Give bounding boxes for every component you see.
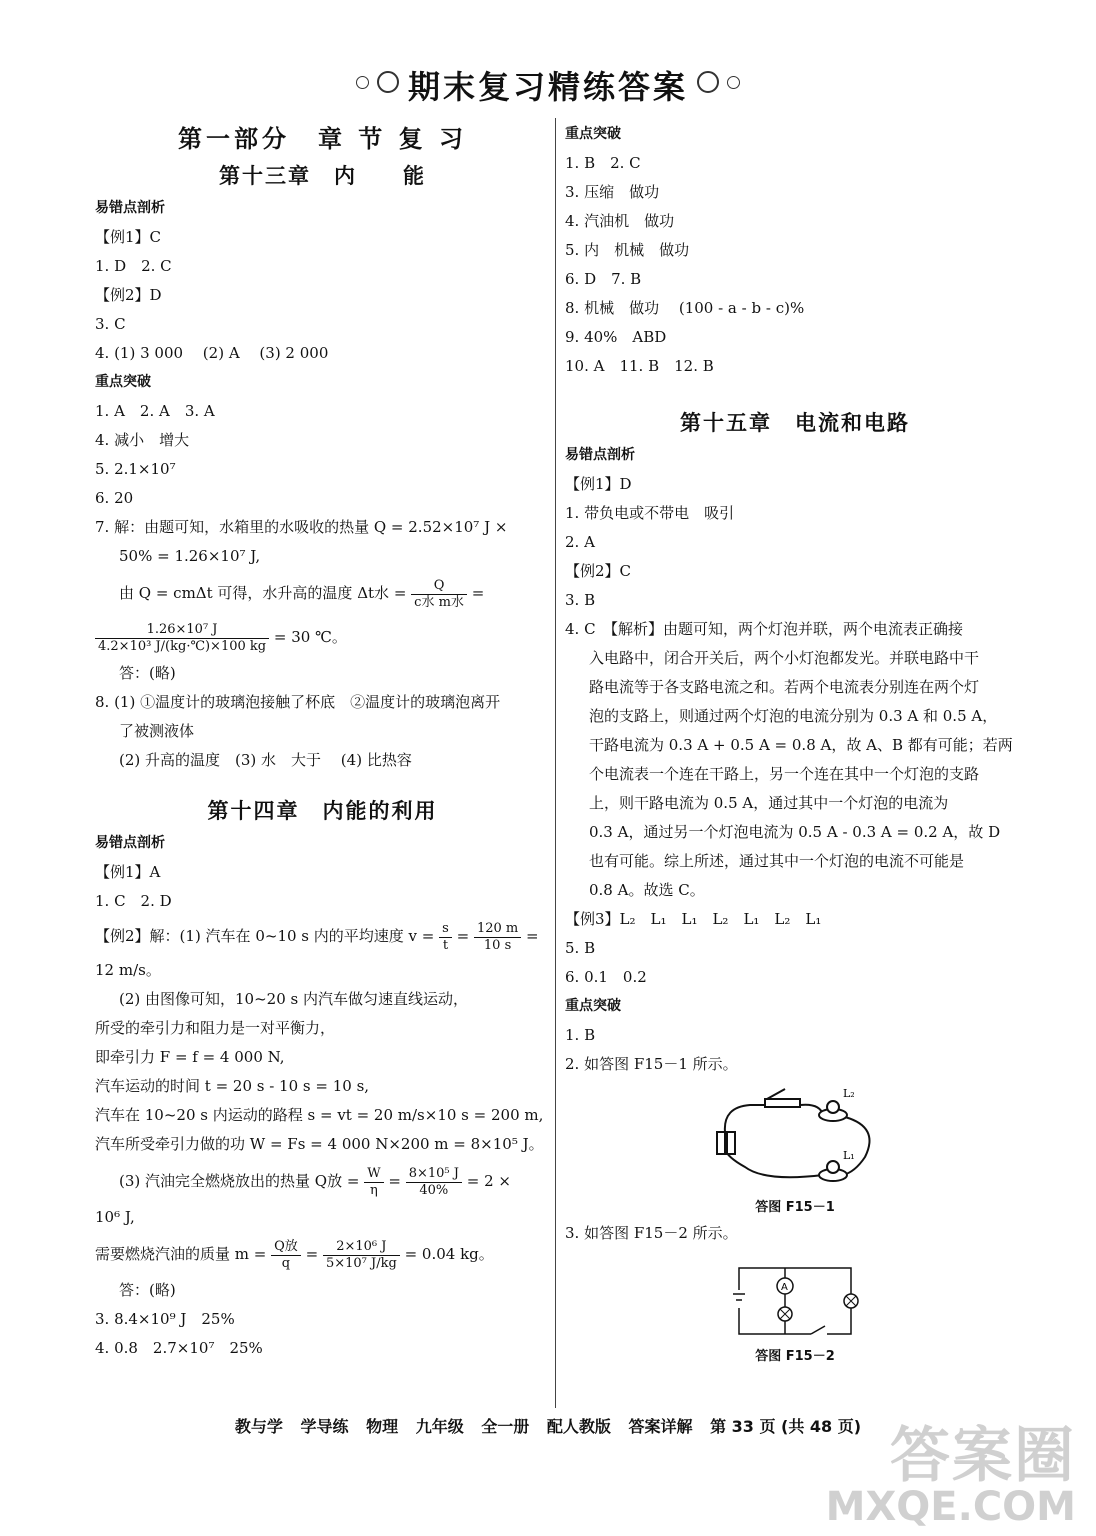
answer-line: 7. 解：由题可知，水箱里的水吸收的热量 Q = 2.52×10⁷ J ×	[95, 518, 508, 536]
answer-line: 4. 0.8 2.7×10⁷ 25%	[95, 1339, 263, 1357]
footer-item: 物理	[366, 1417, 399, 1436]
formula-line	[95, 615, 550, 659]
battery-icon	[717, 1132, 725, 1154]
left-column	[95, 120, 550, 1363]
section-heading: 重点突破	[95, 374, 151, 390]
answer-line: 0.3 A，通过另一个灯泡电流为 0.5 A - 0.3 A = 0.2 A，故 D	[589, 823, 1001, 841]
answer-line: 8. (1) ①温度计的玻璃泡接触了杯底 ②温度计的玻璃泡离开	[95, 693, 501, 711]
page-title: 期末复习精练答案	[407, 68, 688, 106]
fraction	[95, 622, 269, 655]
answer-line: 2. A	[565, 533, 595, 551]
fraction	[439, 921, 452, 954]
answer-line: 1. D 2. C	[95, 257, 172, 275]
page-header	[0, 62, 1096, 108]
battery-icon	[727, 1132, 735, 1154]
chapter-14-title: 第十四章 内能的利用	[207, 798, 438, 823]
answer-line: 50% = 1.26×10⁷ J,	[119, 547, 261, 565]
section-heading: 重点突破	[565, 126, 621, 142]
answer-line: (2) 由图像可知，10~20 s 内汽车做匀速直线运动，	[119, 990, 468, 1008]
denominator: η	[369, 1182, 378, 1198]
footer-item: 学导练	[300, 1417, 349, 1436]
answer-line: 汽车运动的时间 t = 20 s - 10 s = 10 s,	[95, 1077, 370, 1095]
answer-line: 5. 内 机械 做功	[565, 241, 690, 259]
numerator: 8×10⁵ J	[406, 1166, 462, 1183]
denominator: c水 m水	[414, 594, 464, 610]
answer-line: 汽车在 10~20 s 内运动的路程 s = vt = 20 m/s×10 s = 200 m,	[95, 1106, 544, 1124]
answer-line: 4. (1) 3 000 (2) A (3) 2 000	[95, 344, 329, 362]
ammeter-label: A	[781, 1282, 788, 1293]
denominator: t	[442, 937, 449, 953]
section-heading: 易错点剖析	[95, 835, 165, 851]
answer-line: 1. A 2. A 3. A	[95, 402, 215, 420]
answer-line: 4. 减小 增大	[95, 431, 190, 449]
formula-text: =	[305, 1245, 319, 1263]
answer-line: 5. B	[565, 939, 596, 957]
fraction	[474, 921, 521, 954]
answer-line: 9. 40% ABD	[565, 328, 667, 346]
answer-line: 【例1】D	[565, 475, 632, 493]
watermark-text: 答案圈	[890, 1421, 1076, 1491]
answer-line: 8. 机械 做功 (100 - a - b - c)%	[565, 299, 805, 317]
numerator: W	[364, 1166, 383, 1183]
numerator: s	[439, 921, 452, 938]
formula-line	[95, 1159, 550, 1203]
formula-text: (3) 汽油完全燃烧放出的热量 Q放 =	[119, 1172, 360, 1190]
answer-line: 3. 压缩 做功	[565, 183, 660, 201]
numerator: Q放	[271, 1239, 301, 1256]
answer-line: 【例2】C	[565, 562, 632, 580]
answer-line: 3. 如答图 F15－2 所示。	[565, 1224, 738, 1242]
formula-text: =	[471, 584, 485, 602]
part-title: 第一部分 章 节 复 习	[177, 124, 468, 153]
answer-line: 3. B	[565, 591, 596, 609]
answer-line: 个电流表一个连在干路上，另一个连在其中一个灯泡的支路	[589, 765, 980, 783]
denominator: q	[281, 1255, 291, 1271]
answer-line: 4. 汽油机 做功	[565, 212, 675, 230]
answer-line: 6. D 7. B	[565, 270, 642, 288]
formula-text: =	[456, 927, 470, 945]
numerator: 120 m	[474, 921, 521, 938]
answer-line: 10⁶ J,	[95, 1208, 135, 1226]
chapter-13-title: 第十三章 内 能	[219, 163, 426, 188]
formula-line	[95, 916, 550, 956]
answer-line: 5. 2.1×10⁷	[95, 460, 176, 478]
switch-icon	[765, 1099, 800, 1107]
answer-line: 汽车所受牵引力做的功 W = Fs = 4 000 N×200 m = 8×10⁵ J。	[95, 1135, 544, 1153]
fraction	[323, 1239, 400, 1272]
chapter-15-title: 第十五章 电流和电路	[680, 410, 910, 435]
ornament-icon	[727, 76, 740, 89]
circuit-figure-f15-2	[725, 1256, 865, 1346]
watermark-url: MXQE.COM	[825, 1484, 1076, 1530]
ornament-icon	[356, 76, 369, 89]
denominator: 5×10⁷ J/kg	[325, 1255, 397, 1271]
answer-line: 路电流等于各支路电流之和。若两个电流表分别连在两个灯	[589, 678, 980, 696]
section-heading: 易错点剖析	[565, 447, 635, 463]
formula-text: = 0.04 kg。	[404, 1245, 494, 1263]
answer-line: 12 m/s。	[95, 961, 161, 979]
formula-text: = 30 ℃。	[273, 628, 347, 646]
fraction	[364, 1166, 383, 1199]
ornament-icon	[377, 71, 399, 93]
answer-line: 即牵引力 F = f = 4 000 N,	[95, 1048, 285, 1066]
answer-line: 10. A 11. B 12. B	[565, 357, 714, 375]
answer-line: 2. 如答图 F15－1 所示。	[565, 1055, 738, 1073]
numerator: Q	[411, 578, 467, 595]
answer-line: 干路电流为 0.3 A + 0.5 A = 0.8 A，故 A、B 都有可能；若两	[589, 736, 1013, 754]
formula-text: = 2 ×	[466, 1172, 511, 1190]
footer-item: 教与学	[234, 1417, 283, 1436]
denominator: 40%	[419, 1182, 449, 1198]
page-number: 第 33 页 (共 48 页)	[710, 1417, 862, 1436]
lamp-label: L₂	[843, 1087, 855, 1100]
column-divider	[555, 118, 556, 1408]
formula-text: 由 Q = cmΔt 可得，水升高的温度 Δt水 =	[119, 584, 407, 602]
answer-line: 1. B 2. C	[565, 154, 641, 172]
footer-item: 九年级	[415, 1417, 464, 1436]
fraction	[411, 578, 467, 611]
footer-item: 答案详解	[628, 1417, 693, 1436]
answer-line: 【例1】A	[95, 863, 161, 881]
formula-text: 需要燃烧汽油的质量 m =	[95, 1245, 267, 1263]
answer-line: 6. 0.1 0.2	[565, 968, 647, 986]
denominator: 10 s	[483, 937, 512, 953]
answer-line: 1. C 2. D	[95, 892, 172, 910]
answer-line: 【例3】L₂ L₁ L₁ L₂ L₁ L₂ L₁	[565, 910, 822, 928]
right-column	[565, 120, 1025, 1368]
circuit-diagram	[705, 1087, 885, 1197]
answer-line: 1. 带负电或不带电 吸引	[565, 504, 735, 522]
answer-line: 1. B	[565, 1026, 596, 1044]
answer-line: 泡的支路上，则通过两个灯泡的电流分别为 0.3 A 和 0.5 A，	[589, 707, 998, 725]
formula-line	[95, 1232, 550, 1276]
figure-caption: 答图 F15－1	[755, 1200, 835, 1215]
ornament-icon	[697, 71, 719, 93]
answer-line: 0.8 A。故选 C。	[589, 881, 705, 899]
formula-text: =	[526, 927, 539, 945]
footer-item: 配人教版	[546, 1417, 611, 1436]
denominator: 4.2×10³ J/(kg·℃)×100 kg	[98, 638, 267, 654]
answer-line: 答：(略)	[119, 664, 176, 682]
answer-line: 答：(略)	[119, 1281, 176, 1299]
lamp-label: L₁	[843, 1149, 855, 1162]
circuit-diagram	[725, 1256, 865, 1346]
answer-line: (2) 升高的温度 (3) 水 大于 (4) 比热容	[119, 751, 412, 769]
answer-line: 4. C 【解析】由题可知，两个灯泡并联，两个电流表正确接	[565, 620, 964, 638]
answer-line: 入电路中，闭合开关后，两个小灯泡都发光。并联电路中干	[589, 649, 980, 667]
answer-line: 6. 20	[95, 489, 134, 507]
answer-line: 也有可能。综上所述，通过其中一个灯泡的电流不可能是	[589, 852, 965, 870]
section-heading: 易错点剖析	[95, 200, 165, 216]
footer-item: 全一册	[481, 1417, 530, 1436]
formula-text: 【例2】解：(1) 汽车在 0~10 s 内的平均速度 v =	[95, 927, 435, 945]
answer-line: 3. C	[95, 315, 126, 333]
numerator: 1.26×10⁷ J	[95, 622, 269, 639]
answer-line: 所受的牵引力和阻力是一对平衡力，	[95, 1019, 336, 1037]
watermark	[825, 1421, 1076, 1530]
circuit-figure-f15-1	[705, 1087, 885, 1197]
answer-line: 【例1】C	[95, 228, 162, 246]
figure-caption: 答图 F15－2	[755, 1349, 835, 1364]
formula-text: =	[388, 1172, 401, 1190]
answer-line: 3. 8.4×10⁹ J 25%	[95, 1310, 235, 1328]
numerator: 2×10⁶ J	[323, 1239, 400, 1256]
fraction	[271, 1239, 301, 1272]
answer-line: 上，则干路电流为 0.5 A，通过其中一个灯泡的电流为	[589, 794, 949, 812]
fraction	[406, 1166, 462, 1199]
answer-line: 了被测液体	[119, 722, 195, 740]
section-heading: 重点突破	[565, 998, 621, 1014]
formula-line	[95, 571, 550, 615]
answer-line: 【例2】D	[95, 286, 162, 304]
